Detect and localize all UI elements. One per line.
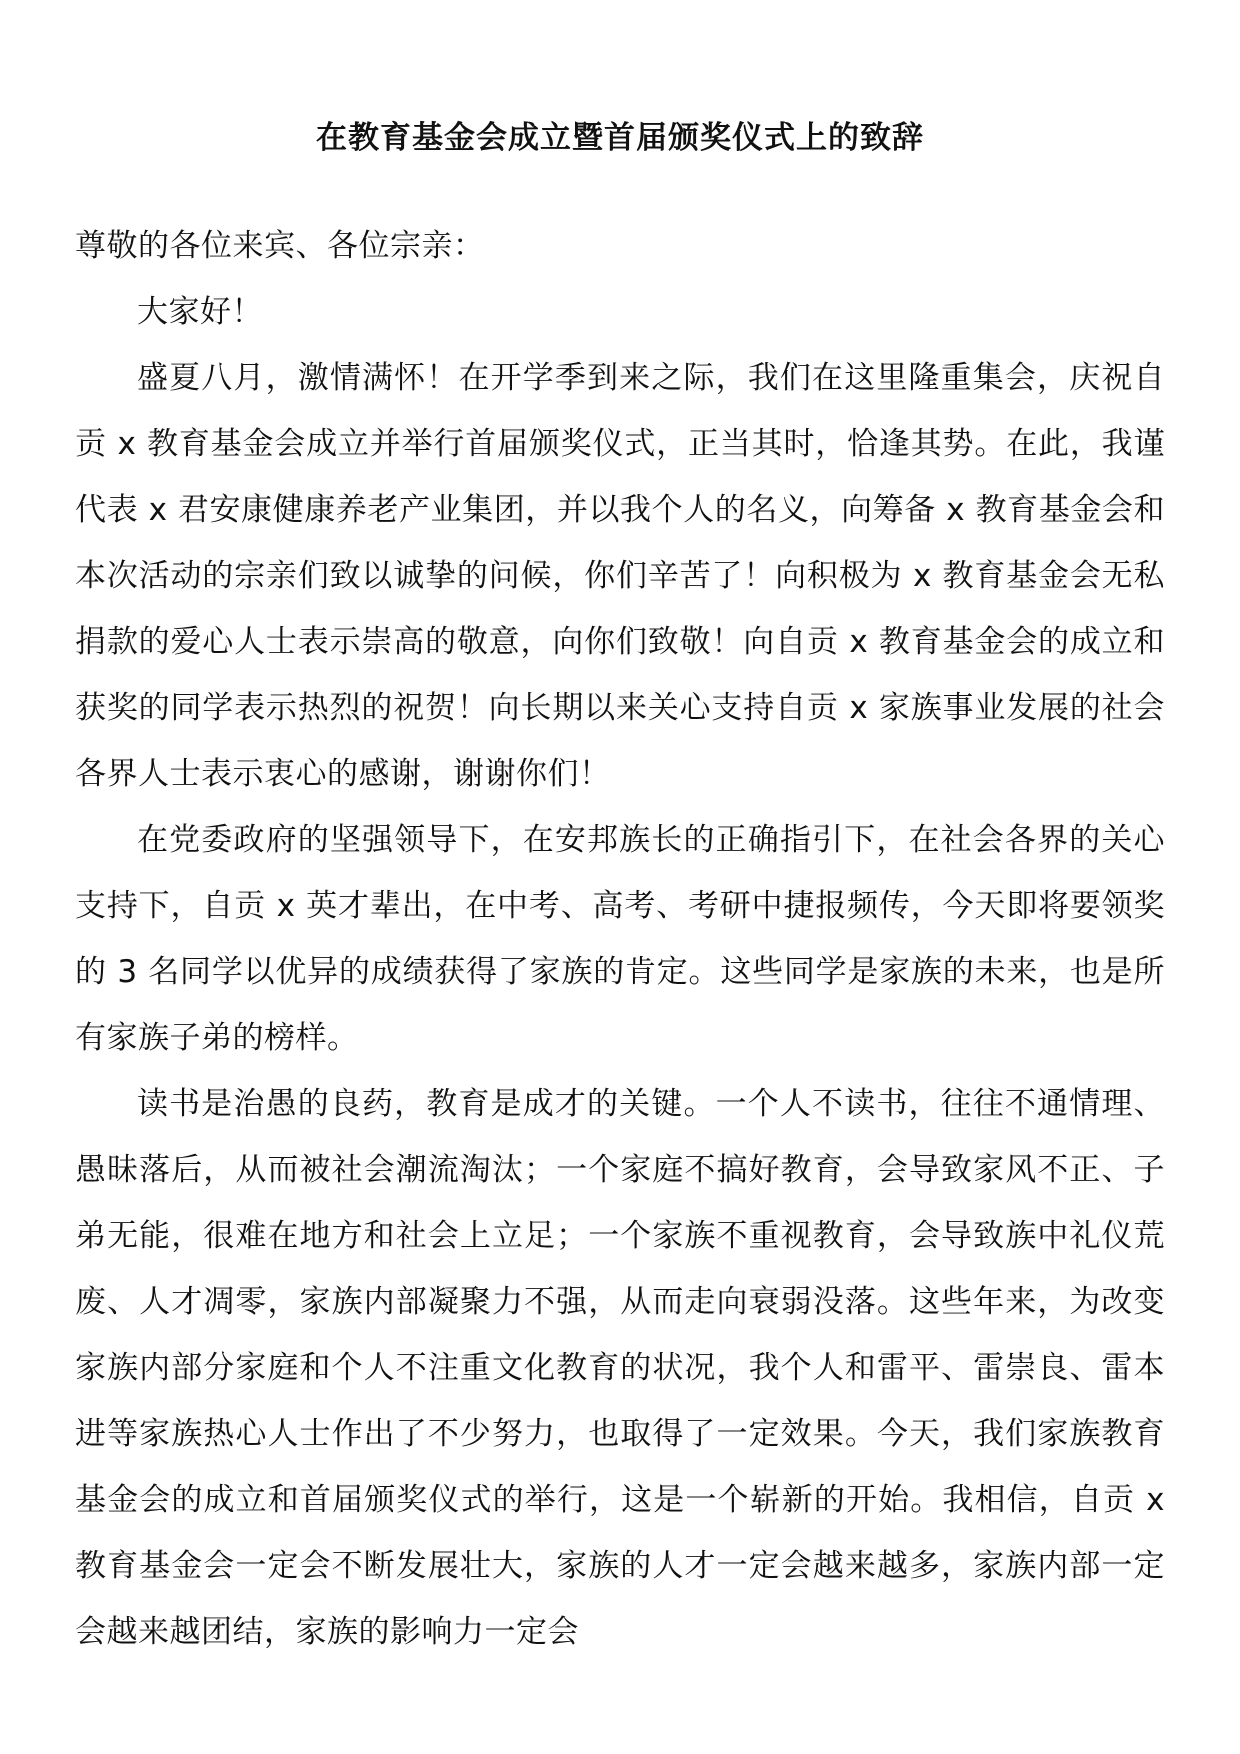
- paragraph-education: 读书是治愚的良药，教育是成才的关键。一个人不读书，往往不通情理、愚昧落后，从而被社会潮流淘汰；一个家庭不搞好教育，会导致家风不正、子弟无能，很难在地方和社会上立足；一个家族不重视教育，会导致族中礼仪荒废、人才凋零，家族内部凝聚力不强，从而走向衰弱没落。这些年来，为改变家族内部分家庭和个人不注重文化教育的状况，我个人和雷平、雷崇良、雷本进等家族热心人士作出了不少努力，也取得了一定效果。今天，我们家族教育基金会的成立和首届颁奖仪式的举行，这是一个崭新的开始。我相信，自贡 x 教育基金会一定会不断发展壮大，家族的人才一定会越来越多，家族内部一定会越来越团结，家族的影响力一定会: [75, 1086, 1165, 1650]
- salutation: 尊敬的各位来宾、各位宗亲：: [75, 228, 485, 264]
- greeting: 大家好！: [137, 294, 263, 330]
- document-body: [75, 213, 1165, 1665]
- paragraph-opening: 盛夏八月，激情满怀！在开学季到来之际，我们在这里隆重集会，庆祝自贡 x 教育基金会成立并举行首届颁奖仪式，正当其时，恰逢其势。在此，我谨代表 x 君安康健康养老产业集团，并以我个人的名义，向筹备 x 教育基金会和本次活动的宗亲们致以诚挚的问候，你们辛苦了！向积极为 x 教育基金会无私捐款的爱心人士表示崇高的敬意，向你们致敬！向自贡 x 教育基金会的成立和获奖的同学表示热烈的祝贺！向长期以来关心支持自贡 x 家族事业发展的社会各界人士表示衷心的感谢，谢谢你们！: [75, 360, 1165, 792]
- document-title: 在教育基金会成立暨首届颁奖仪式上的致辞: [316, 120, 924, 156]
- paragraph-achievements: 在党委政府的坚强领导下，在安邦族长的正确指引下，在社会各界的关心支持下，自贡 x 英才辈出，在中考、高考、考研中捷报频传，今天即将要领奖的 3 名同学以优异的成绩获得了家族的肯定。这些同学是家族的未来，也是所有家族子弟的榜样。: [75, 822, 1165, 1056]
